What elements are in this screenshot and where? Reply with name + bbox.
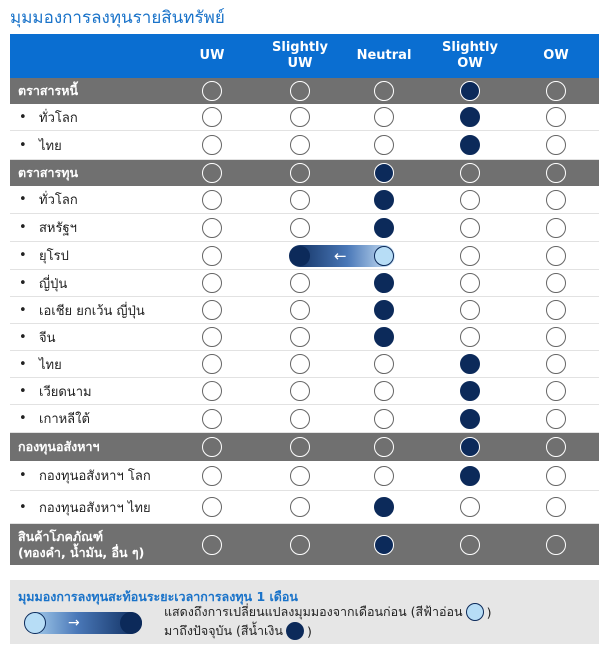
- rating-circle-current: [460, 381, 480, 401]
- bullet-icon: •: [19, 109, 27, 125]
- rating-circle-empty: [202, 535, 222, 555]
- rating-circle-empty: [202, 437, 222, 457]
- row-label-text: เวียดนาม: [39, 384, 92, 400]
- rating-circle-empty: [546, 327, 566, 347]
- column-header-slightly-ow: Slightly OW: [442, 40, 498, 71]
- bullet-icon: •: [19, 137, 27, 153]
- rating-circle-empty: [460, 163, 480, 183]
- rating-circle-empty: [290, 409, 310, 429]
- row-label: [18, 160, 78, 186]
- legend-light-circle: [24, 612, 46, 634]
- row-label: [19, 131, 62, 159]
- column-header-slightly-uw: Slightly UW: [272, 40, 328, 71]
- rating-circle-empty: [202, 273, 222, 293]
- rating-circle-empty: [290, 190, 310, 210]
- column-header-neutral: Neutral: [356, 48, 412, 63]
- row-label: [19, 351, 62, 377]
- row-label-text: เกาหลีใต้: [39, 412, 90, 427]
- rating-circle-current: [374, 300, 394, 320]
- column-header-ow: OW: [543, 48, 569, 63]
- rating-circle-empty: [460, 535, 480, 555]
- rating-circle-empty: [202, 354, 222, 374]
- row-label-text: ไทย: [39, 138, 62, 154]
- rating-circle-empty: [374, 81, 394, 101]
- dark-circle-icon: [286, 622, 304, 640]
- legend-line-1-text: แสดงถึงการเปลี่ยนแปลงมุมมองจากเดือนก่อน (สีฟ้าอ่อน: [164, 604, 463, 619]
- row-label: [19, 378, 92, 404]
- row-label: [19, 297, 145, 323]
- rating-circle-empty: [290, 218, 310, 238]
- row-label-text: สหรัฐฯ: [39, 221, 77, 236]
- arrow-left-icon: ←: [334, 246, 347, 265]
- rating-circle-empty: [202, 466, 222, 486]
- legend-arrow-bar: [24, 612, 142, 634]
- rating-circle-empty: [202, 190, 222, 210]
- rating-circle-current: [460, 409, 480, 429]
- row-label-text: ตราสารหนี้: [18, 83, 78, 98]
- row-label: [19, 491, 151, 523]
- row-label: [19, 104, 78, 130]
- rating-circle-empty: [374, 381, 394, 401]
- rating-circle-empty: [202, 497, 222, 517]
- bullet-icon: •: [19, 248, 27, 263]
- table-header: [10, 34, 599, 78]
- rating-circle-empty: [202, 218, 222, 238]
- rating-circle-empty: [290, 135, 310, 155]
- legend-line-1: [164, 602, 491, 622]
- row-label: [19, 214, 77, 241]
- legend-dark-circle: [120, 612, 142, 634]
- rating-circle-empty: [290, 327, 310, 347]
- rating-circle-empty: [202, 381, 222, 401]
- bullet-icon: •: [19, 411, 27, 426]
- table-row: [10, 405, 599, 433]
- rating-circle-current: [460, 107, 480, 127]
- bullet-icon: •: [19, 275, 27, 291]
- rating-circle-empty: [202, 327, 222, 347]
- rating-circle-current: [374, 327, 394, 347]
- row-label: [19, 324, 56, 350]
- rating-circle-empty: [460, 218, 480, 238]
- row-label-text: กองทุนอสังหาฯ ไทย: [39, 500, 151, 516]
- table-row: [10, 378, 599, 405]
- rating-circle-empty: [374, 107, 394, 127]
- light-circle-icon: [466, 603, 484, 621]
- bullet-icon: •: [19, 356, 27, 372]
- category-row: [10, 160, 599, 186]
- bullet-icon: •: [19, 192, 27, 207]
- rating-circle-empty: [460, 300, 480, 320]
- rating-circle-empty: [460, 327, 480, 347]
- rating-circle-previous: [374, 246, 394, 266]
- rating-circle-current: [374, 497, 394, 517]
- row-label-text: ทั่วโลก: [39, 110, 78, 126]
- legend-line-2-end: ): [306, 623, 312, 639]
- row-label: [19, 186, 78, 213]
- legend-line-1-end: ): [486, 604, 492, 620]
- rating-circle-empty: [290, 381, 310, 401]
- rating-circle-empty: [202, 107, 222, 127]
- rating-circle-empty: [546, 135, 566, 155]
- rating-circle-empty: [290, 497, 310, 517]
- rating-circle-empty: [202, 300, 222, 320]
- bullet-icon: •: [19, 220, 27, 235]
- rating-circle-empty: [546, 409, 566, 429]
- table-row: [10, 186, 599, 214]
- row-label: [19, 461, 151, 490]
- rating-circle-empty: [546, 381, 566, 401]
- table-row: [10, 104, 599, 131]
- legend-line-2-text: มาถึงปัจจุบัน (สีน้ำเงิน: [164, 623, 283, 638]
- category-row: [10, 433, 599, 461]
- row-label-text: ทั่วโลก: [39, 193, 78, 208]
- row-label: [19, 270, 67, 296]
- row-label-text: กองทุนอสังหาฯ โลก: [39, 469, 151, 484]
- table-row: [10, 270, 599, 297]
- rating-circle-empty: [202, 135, 222, 155]
- rating-circle-empty: [546, 300, 566, 320]
- rating-circle-empty: [460, 246, 480, 266]
- rating-circle-empty: [290, 437, 310, 457]
- table-row: [10, 297, 599, 324]
- table-row: [10, 491, 599, 524]
- rating-circle-empty: [202, 246, 222, 266]
- table-row: [10, 461, 599, 491]
- table-row: [10, 214, 599, 242]
- rating-circle-empty: [546, 535, 566, 555]
- table-row: [10, 242, 599, 270]
- rating-circle-empty: [546, 497, 566, 517]
- rating-circle-empty: [546, 273, 566, 293]
- rating-circle-current: [460, 81, 480, 101]
- rating-circle-empty: [546, 466, 566, 486]
- rating-circle-empty: [460, 273, 480, 293]
- rating-circle-empty: [546, 81, 566, 101]
- table-row: [10, 131, 599, 160]
- category-row: [10, 524, 599, 565]
- rating-circle-empty: [374, 354, 394, 374]
- rating-circle-current: [374, 190, 394, 210]
- rating-circle-current: [290, 246, 310, 266]
- rating-circle-empty: [290, 300, 310, 320]
- rating-circle-empty: [202, 81, 222, 101]
- rating-circle-empty: [290, 273, 310, 293]
- rating-circle-current: [460, 466, 480, 486]
- rating-circle-empty: [374, 409, 394, 429]
- row-label: [19, 405, 90, 432]
- rating-circle-current: [374, 535, 394, 555]
- legend-line-2: [164, 621, 312, 641]
- rating-circle-current: [460, 437, 480, 457]
- rating-circle-empty: [460, 190, 480, 210]
- rating-circle-empty: [374, 466, 394, 486]
- row-label: [18, 433, 99, 461]
- row-label: [19, 242, 69, 269]
- rating-circle-empty: [290, 535, 310, 555]
- rating-circle-empty: [546, 107, 566, 127]
- rating-circle-empty: [202, 409, 222, 429]
- row-label-text: ไทย: [39, 357, 62, 373]
- rating-circle-empty: [374, 437, 394, 457]
- rating-circle-empty: [546, 163, 566, 183]
- row-label-text: เอเชีย ยกเว้น ญี่ปุ่น: [39, 303, 145, 319]
- table-row: [10, 324, 599, 351]
- rating-circle-empty: [290, 354, 310, 374]
- bullet-icon: •: [19, 499, 27, 515]
- rating-circle-current: [374, 163, 394, 183]
- rating-circle-empty: [290, 107, 310, 127]
- legend-title: มุมมองการลงทุนสะท้อนระยะเวลาการลงทุน 1 เดือน: [18, 589, 298, 604]
- rating-circle-empty: [290, 163, 310, 183]
- row-label-text: จีน: [39, 330, 56, 346]
- bullet-icon: •: [19, 468, 27, 483]
- rating-circle-current: [460, 354, 480, 374]
- rating-circle-empty: [546, 190, 566, 210]
- row-label-text: ญี่ปุ่น: [39, 276, 68, 292]
- bullet-icon: •: [19, 329, 27, 345]
- row-label-text: กองทุนอสังหาฯ: [18, 439, 100, 454]
- category-row: [10, 78, 599, 104]
- rating-circle-empty: [546, 218, 566, 238]
- bullet-icon: •: [19, 383, 27, 399]
- rating-circle-empty: [546, 354, 566, 374]
- rating-circle-empty: [374, 135, 394, 155]
- rating-circle-current: [460, 135, 480, 155]
- row-label-text: ยุโรป: [39, 249, 69, 264]
- page-title: มุมมองการลงทุนรายสินทรัพย์: [10, 8, 225, 28]
- row-label: [18, 524, 144, 565]
- rating-circle-empty: [202, 163, 222, 183]
- rating-circle-empty: [290, 81, 310, 101]
- legend-arrow-icon: →: [68, 615, 80, 631]
- row-label-text: สินค้าโภคภัณฑ์ (ทองคำ, น้ำมัน, อื่น ๆ): [18, 528, 145, 560]
- column-header-uw: UW: [199, 48, 225, 63]
- rating-circle-empty: [546, 437, 566, 457]
- rating-circle-current: [374, 218, 394, 238]
- bullet-icon: •: [19, 302, 27, 318]
- rating-circle-current: [374, 273, 394, 293]
- row-label-text: ตราสารทุน: [18, 165, 78, 180]
- legend: [10, 580, 599, 644]
- rating-circle-empty: [290, 466, 310, 486]
- rating-circle-empty: [546, 246, 566, 266]
- table-row: [10, 351, 599, 378]
- rating-circle-empty: [460, 497, 480, 517]
- row-label: [18, 78, 78, 104]
